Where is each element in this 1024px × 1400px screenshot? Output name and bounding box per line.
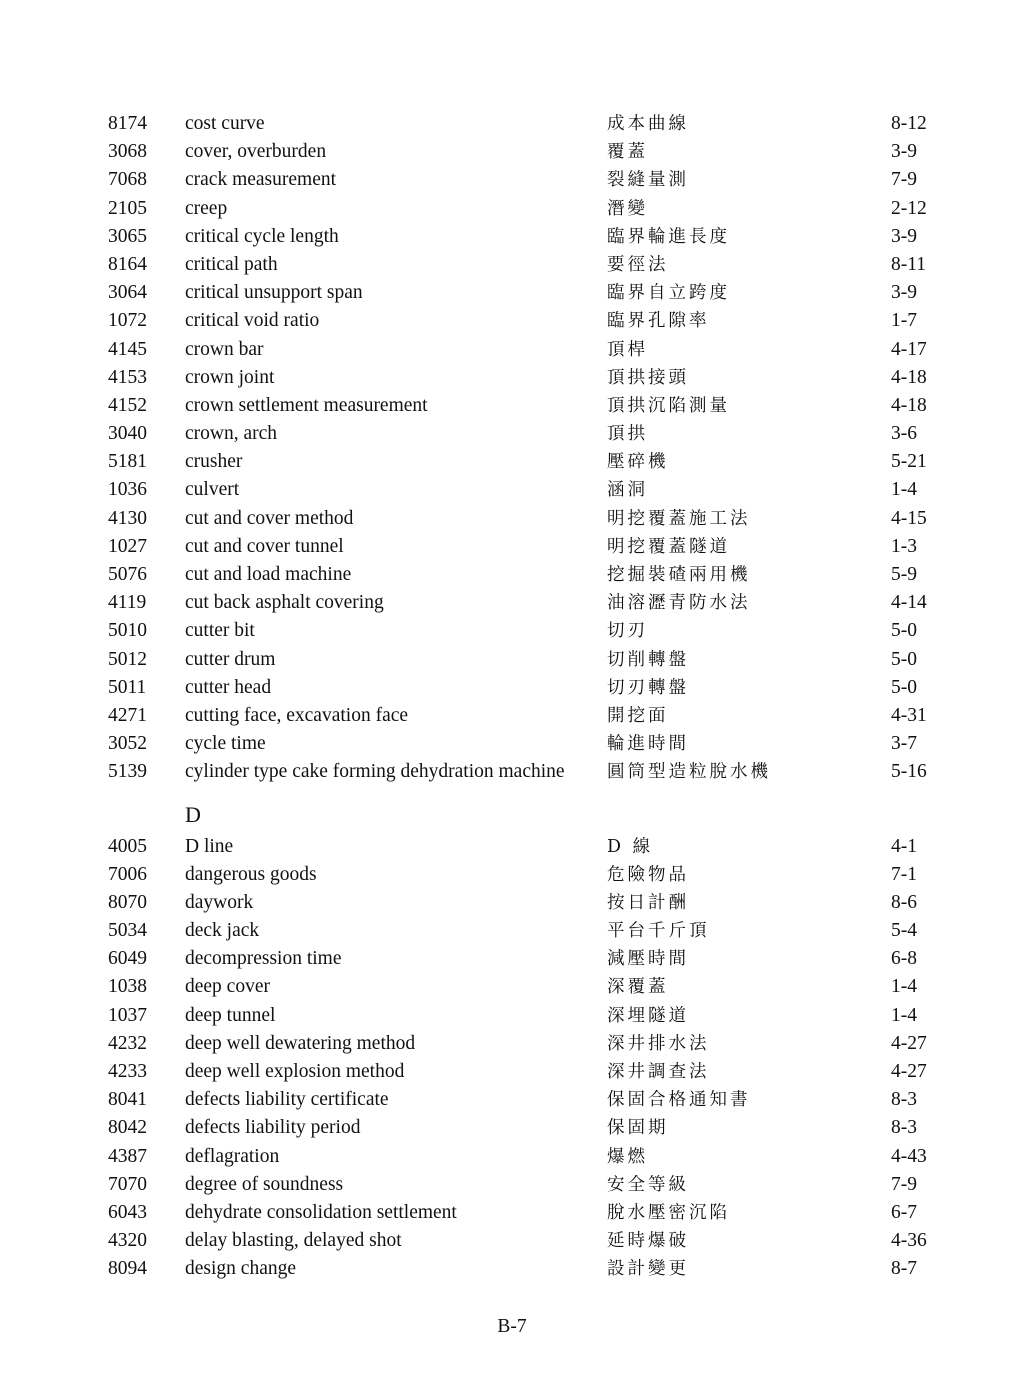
entry-chinese-term: 壓碎機 <box>607 452 669 473</box>
entry-term: cutter head <box>185 676 272 698</box>
entry-term: daywork <box>185 891 254 913</box>
entry-page-ref: 8-3 <box>891 1089 917 1111</box>
entry-term: defects liability period <box>185 1117 361 1139</box>
entry-page-ref: 7-9 <box>891 1173 917 1195</box>
entry-chinese-term: 輪進時間 <box>607 734 689 755</box>
entry-term: cutting face, excavation face <box>185 704 409 726</box>
entry-chinese-term: 切刃轉盤 <box>607 677 689 698</box>
entry-term: deep tunnel <box>185 1004 276 1026</box>
entry-page-ref: 2-12 <box>891 197 927 219</box>
glossary-row <box>108 138 940 166</box>
glossary-row <box>108 1199 940 1227</box>
entry-code: 7068 <box>108 169 147 191</box>
glossary-row <box>108 1002 940 1030</box>
glossary-row <box>108 1255 940 1283</box>
entry-code: 5139 <box>108 761 147 783</box>
entry-code: 1072 <box>108 310 147 332</box>
glossary-row <box>108 561 940 589</box>
entry-code: 6049 <box>108 948 147 970</box>
entry-chinese-term: 臨界輪進長度 <box>607 226 730 247</box>
entry-term: critical cycle length <box>185 225 339 247</box>
entry-code: 1036 <box>108 479 147 501</box>
entry-page-ref: 8-12 <box>891 113 927 134</box>
entry-term: cut and load machine <box>185 564 352 585</box>
entry-page-ref: 3-7 <box>891 733 917 755</box>
glossary-row <box>108 533 940 561</box>
glossary-row <box>108 223 940 251</box>
entry-term: culvert <box>185 479 240 501</box>
entry-code: 4152 <box>108 394 147 416</box>
entry-page-ref: 4-18 <box>891 394 927 416</box>
entry-code: 4232 <box>108 1032 147 1054</box>
entry-term: cut and cover method <box>185 507 354 529</box>
entry-page-ref: 4-27 <box>891 1032 927 1054</box>
glossary-row <box>108 1171 940 1199</box>
entry-chinese-term: 頂拱沉陷測量 <box>607 395 730 416</box>
entry-term: cutter drum <box>185 648 276 670</box>
entry-code: 8164 <box>108 253 147 275</box>
entry-code: 7006 <box>108 863 147 885</box>
entry-chinese-term: 切刃 <box>607 621 648 642</box>
entry-chinese-term: 平台千斤頂 <box>607 921 710 942</box>
entry-term: dehydrate consolidation settlement <box>185 1201 457 1223</box>
entry-term: cylinder type cake forming dehydration machine <box>185 761 565 783</box>
glossary-row <box>108 1227 940 1255</box>
entry-page-ref: 4-36 <box>891 1230 927 1252</box>
entry-term: defects liability certificate <box>185 1089 389 1111</box>
entry-term: deep cover <box>185 976 270 998</box>
entry-term: decompression time <box>185 948 342 970</box>
glossary-row <box>108 307 940 335</box>
entry-term: delay blasting, delayed shot <box>185 1230 402 1252</box>
entry-chinese-term: 圓筒型造粒脫水機 <box>607 762 771 783</box>
entry-code: 1027 <box>108 535 147 557</box>
entry-term: degree of soundness <box>185 1173 344 1195</box>
entry-term: cut back asphalt covering <box>185 592 384 614</box>
glossary-row <box>108 251 940 279</box>
glossary-row <box>108 336 940 364</box>
entry-chinese-term: 安全等級 <box>607 1174 689 1195</box>
entry-code: 5181 <box>108 451 147 473</box>
entry-page-ref: 7-1 <box>891 863 917 885</box>
entry-page-ref: 5-0 <box>891 620 917 642</box>
entry-code: 5011 <box>108 676 147 698</box>
entry-page-ref: 4-31 <box>891 704 927 726</box>
glossary-row <box>108 392 940 420</box>
entry-page-ref: 3-9 <box>891 141 917 163</box>
entry-page-ref: 4-18 <box>891 366 927 388</box>
entry-chinese-term: 保固合格通知書 <box>607 1090 751 1111</box>
entry-page-ref: 1-4 <box>891 1004 917 1026</box>
entry-term: crown, arch <box>185 423 278 445</box>
entry-code: 4271 <box>108 704 147 726</box>
glossary-row <box>108 833 940 861</box>
entry-term: cutter bit <box>185 620 255 642</box>
entry-page-ref: 3-9 <box>891 225 917 247</box>
glossary-section-c <box>108 110 940 787</box>
glossary-row <box>108 617 940 645</box>
glossary-row <box>108 945 940 973</box>
entry-code: 6043 <box>108 1201 147 1223</box>
entry-code: 8094 <box>108 1258 147 1280</box>
entry-chinese-term: 潛變 <box>607 198 648 219</box>
entry-term: dangerous goods <box>185 863 317 885</box>
entry-term: crown joint <box>185 366 275 388</box>
glossary-row <box>108 674 940 702</box>
entry-chinese-term: 危險物品 <box>607 864 689 885</box>
entry-term: deep well dewatering method <box>185 1032 416 1054</box>
glossary-section-d <box>108 833 940 1284</box>
entry-chinese-term: 臨界自立跨度 <box>607 283 730 304</box>
entry-term: design change <box>185 1258 297 1280</box>
entry-chinese-term: 臨界孔隙率 <box>607 311 710 332</box>
entry-page-ref: 5-0 <box>891 648 917 670</box>
entry-code: 1038 <box>108 976 147 998</box>
glossary-row <box>108 917 940 945</box>
glossary-row <box>108 861 940 889</box>
entry-page-ref: 5-4 <box>891 920 917 942</box>
entry-page-ref: 4-17 <box>891 338 927 360</box>
glossary-row <box>108 646 940 674</box>
entry-term: D line <box>185 835 234 857</box>
entry-code: 4145 <box>108 338 147 360</box>
entry-page-ref: 7-9 <box>891 169 917 191</box>
entry-chinese-term: 設計變更 <box>607 1259 689 1280</box>
glossary-row <box>108 448 940 476</box>
entry-chinese-term: 開挖面 <box>607 705 669 726</box>
entry-chinese-term: 爆燃 <box>607 1146 648 1167</box>
entry-term: creep <box>185 197 228 219</box>
entry-term: critical void ratio <box>185 310 320 332</box>
entry-code: 3068 <box>108 141 147 163</box>
entry-term: cover, overburden <box>185 141 327 163</box>
entry-page-ref: 8-3 <box>891 1117 917 1139</box>
entry-code: 4153 <box>108 366 147 388</box>
entry-page-ref: 4-27 <box>891 1061 927 1082</box>
entry-code: 5012 <box>108 648 147 670</box>
entry-code: 4005 <box>108 835 147 857</box>
entry-term: cut and cover tunnel <box>185 535 344 557</box>
glossary-row <box>108 1143 940 1171</box>
entry-code: 7070 <box>108 1173 147 1195</box>
entry-code: 4130 <box>108 507 147 529</box>
entry-term: crusher <box>185 451 243 473</box>
entry-chinese-term: 涵洞 <box>607 480 648 501</box>
entry-code: 1037 <box>108 1004 147 1026</box>
glossary-row <box>108 364 940 392</box>
entry-chinese-term: 按日計酬 <box>607 892 689 913</box>
glossary-row <box>108 730 940 758</box>
entry-page-ref: 4-15 <box>891 507 927 529</box>
entry-page-ref: 8-6 <box>891 891 917 913</box>
glossary-row <box>108 702 940 730</box>
entry-code: 8041 <box>108 1089 147 1111</box>
entry-code: 3064 <box>108 282 147 304</box>
entry-page-ref: 1-7 <box>891 310 917 332</box>
entry-page-ref: 1-4 <box>891 976 917 998</box>
entry-chinese-term: 明挖覆蓋施工法 <box>607 508 751 529</box>
glossary-row <box>108 476 940 504</box>
entry-chinese-term: 裂縫量測 <box>607 170 689 191</box>
entry-page-ref: 3-6 <box>891 423 917 445</box>
glossary-row <box>108 195 940 223</box>
entry-term: crown settlement measurement <box>185 394 428 416</box>
entry-chinese-term: 深埋隧道 <box>607 1005 689 1026</box>
entry-chinese-term: 明挖覆蓋隧道 <box>607 536 730 557</box>
entry-page-ref: 5-0 <box>891 676 917 698</box>
entry-term: cycle time <box>185 733 266 755</box>
entry-code: 8070 <box>108 891 147 913</box>
entry-chinese-term: 減壓時間 <box>607 949 689 970</box>
entry-page-ref: 8-7 <box>891 1258 917 1280</box>
entry-code: 8174 <box>108 113 147 134</box>
entry-page-ref: 1-3 <box>891 535 917 557</box>
entry-page-ref: 8-11 <box>891 253 927 275</box>
entry-chinese-term: 深井排水法 <box>607 1033 710 1054</box>
glossary-row <box>108 279 940 307</box>
entry-term: deck jack <box>185 920 260 942</box>
entry-chinese-term: 成本曲線 <box>607 114 689 134</box>
glossary-row <box>108 1114 940 1142</box>
entry-code: 5010 <box>108 620 147 642</box>
entry-term: deflagration <box>185 1145 280 1167</box>
entry-page-ref: 6-8 <box>891 948 917 970</box>
entry-page-ref: 1-4 <box>891 479 917 501</box>
entry-chinese-term: 油溶瀝青防水法 <box>607 593 751 614</box>
entry-code: 4233 <box>108 1061 147 1082</box>
entry-chinese-term: 深井調查法 <box>607 1062 710 1082</box>
entry-term: crown bar <box>185 338 264 360</box>
entry-chinese-term: 保固期 <box>607 1118 669 1139</box>
entry-page-ref: 5-21 <box>891 451 927 473</box>
section-heading-d: D <box>185 801 201 827</box>
entry-term: deep well explosion method <box>185 1061 405 1082</box>
glossary-row <box>108 110 940 138</box>
entry-page-ref: 4-43 <box>891 1145 927 1167</box>
glossary-row <box>108 1086 940 1114</box>
entry-code: 4320 <box>108 1230 147 1252</box>
entry-code: 4387 <box>108 1145 147 1167</box>
entry-code: 3065 <box>108 225 147 247</box>
entry-chinese-term: 深覆蓋 <box>607 977 669 998</box>
entry-code: 2105 <box>108 197 147 219</box>
glossary-table <box>108 110 940 1284</box>
entry-page-ref: 5-9 <box>891 564 917 585</box>
entry-code: 4119 <box>108 592 147 614</box>
entry-chinese-term: 脫水壓密沉陷 <box>607 1202 730 1223</box>
entry-term: critical unsupport span <box>185 282 363 304</box>
entry-chinese-term: 覆蓋 <box>607 142 648 163</box>
entry-code: 3040 <box>108 423 147 445</box>
entry-chinese-term: D 線 <box>607 836 654 857</box>
glossary-row <box>108 758 940 786</box>
entry-page-ref: 4-14 <box>891 592 927 614</box>
entry-page-ref: 6-7 <box>891 1201 917 1223</box>
glossary-row <box>108 420 940 448</box>
entry-code: 3052 <box>108 733 147 755</box>
entry-chinese-term: 頂拱 <box>607 424 648 445</box>
entry-page-ref: 5-16 <box>891 761 927 783</box>
glossary-row <box>108 889 940 917</box>
entry-chinese-term: 切削轉盤 <box>607 649 689 670</box>
entry-code: 5076 <box>108 564 147 585</box>
entry-term: critical path <box>185 253 278 275</box>
entry-term: crack measurement <box>185 169 337 191</box>
glossary-row <box>108 166 940 194</box>
glossary-row <box>108 973 940 1001</box>
entry-chinese-term: 延時爆破 <box>607 1231 689 1252</box>
glossary-row <box>108 505 940 533</box>
entry-chinese-term: 頂拱接頭 <box>607 367 689 388</box>
page-number: B-7 <box>497 1316 527 1337</box>
entry-chinese-term: 要徑法 <box>607 254 669 275</box>
entry-page-ref: 4-1 <box>891 835 917 857</box>
entry-term: cost curve <box>185 113 265 134</box>
entry-code: 5034 <box>108 920 147 942</box>
entry-page-ref: 3-9 <box>891 282 917 304</box>
glossary-row <box>108 1030 940 1058</box>
entry-chinese-term: 頂桿 <box>607 339 648 360</box>
entry-code: 8042 <box>108 1117 147 1139</box>
glossary-row <box>108 1058 940 1086</box>
entry-chinese-term: 挖掘裝碴兩用機 <box>607 565 751 585</box>
glossary-row <box>108 589 940 617</box>
